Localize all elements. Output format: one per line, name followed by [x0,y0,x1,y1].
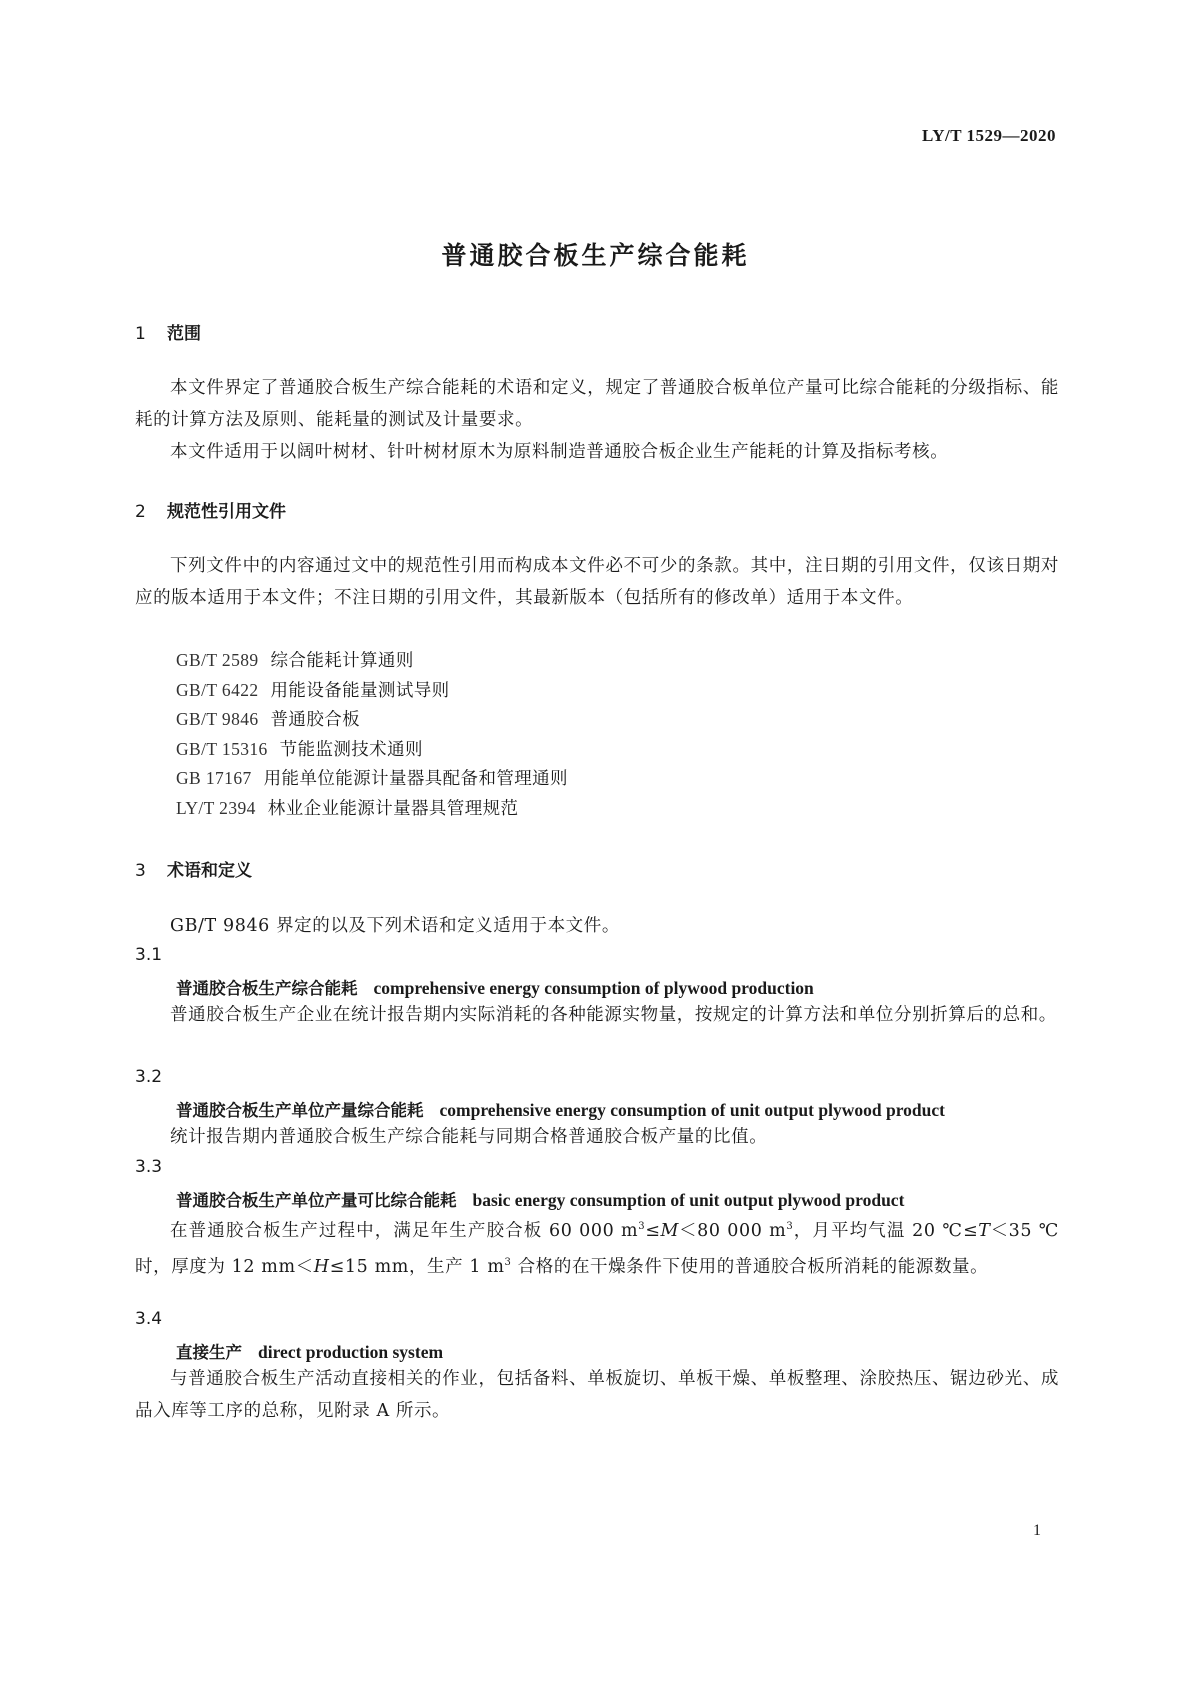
document-title: 普通胶合板生产综合能耗 [441,241,750,270]
definition-text: 统计报告期内普通胶合板生产综合能耗与同期合格普通胶合板产量的比值。 [170,1127,768,1147]
superscript: 3 [638,1221,646,1232]
term-definition [135,999,1059,1031]
term-heading [176,1339,443,1363]
reference-title: 普通胶合板 [270,710,361,730]
reference-item [176,706,360,731]
section-number: 1 [135,324,146,344]
reference-code: GB/T 2589 [176,650,259,670]
term-zh: 普通胶合板生产单位产量综合能耗 [176,1101,424,1120]
clause-number: 3.1 [135,945,163,965]
term-en: comprehensive energy consumption of plywood production [373,978,814,998]
section-2-intro [135,550,1059,614]
term-zh: 直接生产 [176,1343,242,1362]
definition-segment: ≤ [645,1220,661,1241]
section-1-heading [135,319,201,344]
definition-segment: ，月平均气温 20 ℃≤ [793,1220,979,1241]
standard-number: LY/T 1529—2020 [921,126,1056,145]
page-number: 1 [1033,1522,1041,1539]
variable-m: M [660,1220,679,1241]
term-heading [176,975,814,999]
term-definition [135,1121,1059,1153]
definition-text: 与普通胶合板生产活动直接相关的作业，包括备料、单板旋切、单板干燥、单板整理、涂胶热压、锯边砂光、成品入库等工序的总称，见附录 A 所示。 [135,1369,1059,1421]
section-number: 2 [135,502,146,522]
section-3-intro [135,910,1059,942]
definition-segment: 合格的在干燥条件下使用的普通胶合板所消耗的能源数量。 [511,1256,989,1277]
reference-title: 用能单位能源计量器具配备和管理通则 [263,769,568,789]
reference-title: 节能监测技术通则 [279,740,423,760]
section-title: 范围 [167,324,201,344]
reference-code: GB/T 9846 [176,709,259,729]
paragraph: GB/T 9846 界定的以及下列术语和定义适用于本文件。 [170,916,620,936]
term-zh: 普通胶合板生产综合能耗 [176,979,358,998]
definition-segment: 在普通胶合板生产过程中，满足年生产胶合板 60 000 m [170,1220,639,1241]
paragraph: 本文件适用于以阔叶树材、针叶树材原木为原料制造普通胶合板企业生产能耗的计算及指标考核。 [170,442,949,462]
term-en: basic energy consumption of unit output plywood product [472,1190,905,1210]
definition-segment: ＜80 000 m [678,1220,787,1241]
clause-number: 3.4 [135,1309,163,1329]
definition-segment: ≤15 mm，生产 1 m [329,1256,505,1277]
reference-item [176,795,518,820]
definition-text [135,1211,1059,1283]
definition-text: 普通胶合板生产企业在统计报告期内实际消耗的各种能源实物量，按规定的计算方法和单位分别折算后的总和。 [170,1005,1057,1025]
definition-segment: ＜35 ℃时，厚度为 12 mm＜ [135,1220,1059,1277]
section-3-heading [135,856,252,881]
reference-code: LY/T 2394 [176,798,256,818]
reference-code: GB 17167 [176,768,252,788]
reference-code: GB/T 15316 [176,739,268,759]
term-zh: 普通胶合板生产单位产量可比综合能耗 [176,1191,457,1210]
term-en: direct production system [258,1342,444,1362]
superscript: 3 [504,1256,512,1268]
reference-title: 林业企业能源计量器具管理规范 [267,799,519,819]
section-1-body [135,372,1059,468]
clause-number: 3.2 [135,1067,163,1087]
reference-code: GB/T 6422 [176,680,259,700]
reference-title: 用能设备能量测试导则 [270,681,450,701]
section-2-heading [135,497,286,522]
variable-h: H [313,1256,330,1277]
term-en: comprehensive energy consumption of unit output plywood product [439,1100,945,1120]
reference-title: 综合能耗计算通则 [270,651,414,671]
section-title: 规范性引用文件 [167,502,286,522]
section-number: 3 [135,861,146,881]
reference-item [176,647,414,672]
paragraph: 本文件界定了普通胶合板生产综合能耗的术语和定义，规定了普通胶合板单位产量可比综合能耗的分级指标、能耗的计算方法及原则、能耗量的测试及计量要求。 [135,378,1059,430]
variable-t: T [978,1220,991,1241]
term-definition [135,1363,1059,1427]
reference-item [176,765,568,790]
reference-item [176,677,450,702]
term-heading [176,1097,945,1121]
term-heading [176,1187,904,1211]
term-definition [135,1211,1059,1283]
paragraph: 下列文件中的内容通过文中的规范性引用而构成本文件必不可少的条款。其中，注日期的引用文件，仅该日期对应的版本适用于本文件；不注日期的引用文件，其最新版本（包括所有的修改单）适用于本文件。 [135,556,1059,608]
section-title: 术语和定义 [167,861,252,881]
clause-number: 3.3 [135,1157,163,1177]
superscript: 3 [786,1221,794,1232]
reference-item [176,736,423,761]
